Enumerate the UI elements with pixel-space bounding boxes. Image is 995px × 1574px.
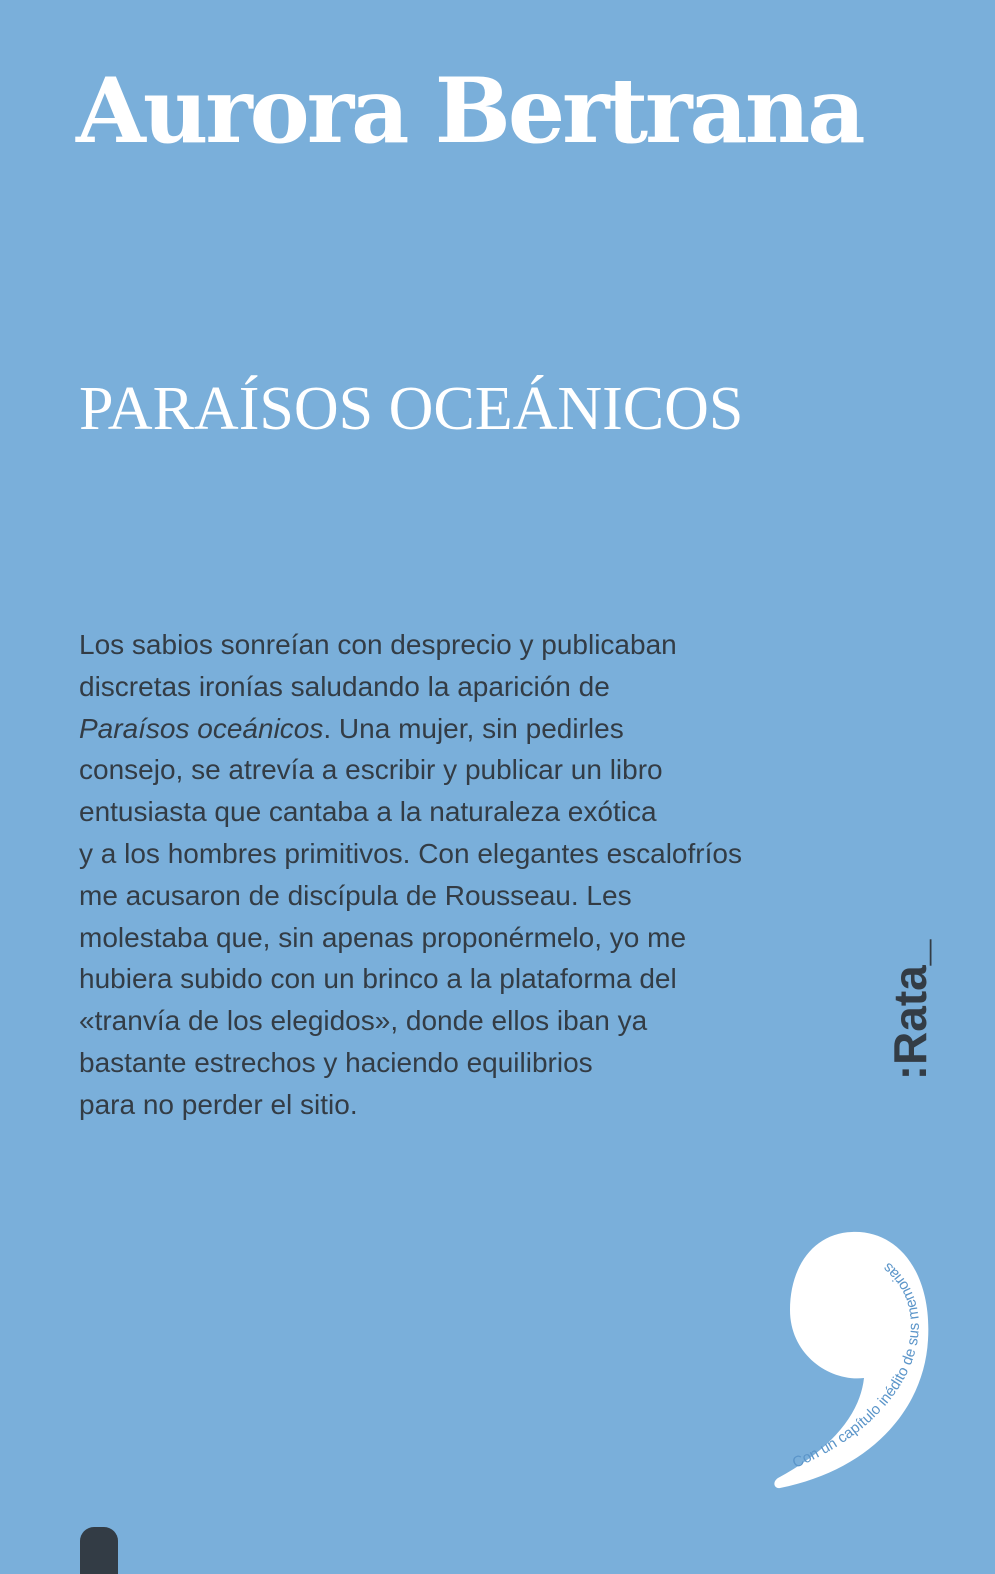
book-title: PARAÍSOS OCEÁNICOS xyxy=(79,375,744,443)
blurb-line: bastante estrechos y haciendo equilibrios xyxy=(79,1046,593,1078)
blurb-line-rest: . Una mujer, sin pedirles xyxy=(323,712,624,744)
bookmark-tab xyxy=(80,1527,118,1574)
author-name: Aurora Bertrana xyxy=(76,58,863,164)
publisher-logo-text: :Rata_ xyxy=(884,939,936,1081)
blurb-line: para no perder el sitio. xyxy=(79,1088,358,1120)
blurb-line: «tranvía de los elegidos», donde ellos iban ya xyxy=(79,1005,648,1037)
blurb-line: me acusaron de discípula de Rousseau. Les xyxy=(79,879,632,911)
blurb-line: discretas ironías saludando la aparición de xyxy=(79,670,610,702)
blurb-line: molestaba que, sin apenas proponérmelo, yo me xyxy=(79,921,687,953)
blurb-line: entusiasta que cantaba a la naturaleza exótica xyxy=(79,796,657,828)
publisher-logo xyxy=(880,935,940,1085)
blurb-line: Los sabios sonreían con desprecio y publicaban xyxy=(79,629,677,660)
blurb-line xyxy=(79,708,859,750)
comma-badge-icon xyxy=(760,1220,940,1500)
blurb-italic-title: Paraísos oceánicos xyxy=(79,712,324,744)
blurb-line: consejo, se atrevía a escribir y publicar un libro xyxy=(79,754,663,786)
blurb-line: hubiera subido con un brinco a la plataforma del xyxy=(79,963,677,995)
badge-text-path: Con un capítulo inédito de sus memorias xyxy=(789,1259,923,1472)
back-cover-blurb xyxy=(79,624,859,1126)
blurb-line: y a los hombres primitivos. Con elegantes escalofríos xyxy=(79,837,742,869)
